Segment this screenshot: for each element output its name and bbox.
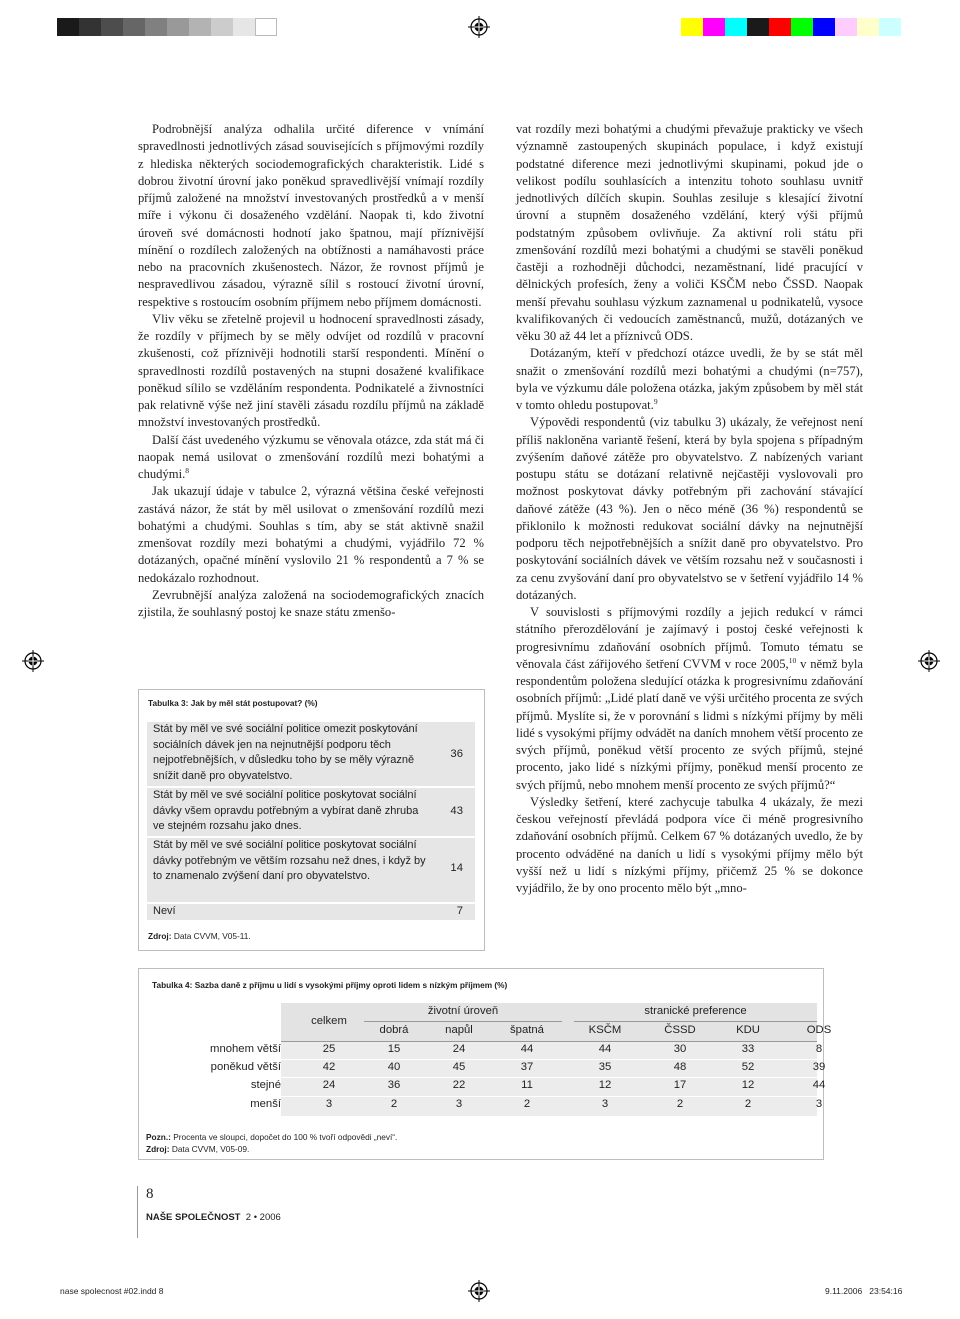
slug-date: 9.11.2006 23:54:16 [825,1286,903,1296]
row-value: 43 [450,805,463,817]
row-value: 36 [450,748,463,760]
footnote-ref: 8 [185,465,189,475]
color-swatch [791,18,813,36]
header-group-living-standard: životní úroveň [427,1005,499,1017]
table-cell: 12 [741,1079,755,1091]
table-cell: 48 [673,1061,687,1073]
color-swatch [769,18,791,36]
table-3-caption: Tabulka 3: Jak by měl stát postupovat? (%) [148,698,318,708]
footnote-ref: 9 [653,396,658,406]
row-label: mnohem větší [210,1043,281,1055]
table-3-source: Zdroj: Data CVVM, V05-11. [148,931,251,941]
table-cell: 3 [815,1098,823,1110]
color-swatch [747,18,769,36]
table-4-caption: Tabulka 4: Sazba daně z příjmu u lidí s vysokými příjmy oproti lidem s nízkým příjmem (%) [152,980,508,990]
table-cell: 45 [452,1061,466,1073]
table-3 [138,689,485,951]
color-swatch [57,18,79,36]
table-cell: 36 [387,1079,401,1091]
table-cell: 44 [812,1079,826,1091]
table-cell: 2 [676,1098,684,1110]
subheader-2: špatná [510,1024,544,1036]
subheader-4: ČSSD [664,1024,696,1036]
row-value: 14 [450,862,463,874]
row-label: Stát by měl ve své sociální politice poskytovat sociální dávky potřebným ve větším rozsahu než dnes, i když by to znamenalo zvýšení daní pro obyvatelstvo. [153,839,426,882]
table-cell: 33 [741,1043,755,1055]
table-cell: 24 [452,1043,466,1055]
paragraph: Podrobnější analýza odhalila určité diference v vnímání spravedlnosti jednotlivých zásad souvisejících s příjmovými rozdíly z hlediska některých sociodemografických charakteristik. Lidé s dobrou životní úrovní jako poněkud spravedlivější vnímají rozdíly příjmů založené na množství investovaných prostředků a v menší míře i výkonu či dosaženého vzdělání. Naopak ti, kdo životní úroveň své domácnosti hodnotí jako špatnou, mají příznivější mínění o rozdílech založených na obtížnosti a namáhavosti práce nebo na pracovních zkušenostech. Názor, že rovnost příjmů je nespravedlivou zásadou, výrazně sílil s rostoucí životní úrovní, respektive s rostoucím osobním příjmem nebo příjmem domácnosti. [138,122,484,309]
subheader-0: dobrá [379,1024,409,1036]
paragraph: Výsledky šetření, které zachycuje tabulka 4 ukázaly, že mezi českou veřejností převládá podpora více či méně progresivního zdaňování osobních příjmů. Celkem 67 % dotázaných uvedlo, že by procento odváděné na daních u lidí s vysokými příjmy mělo být vyšší než u lidí s nízkými příjmy, přičemž 25 % se dokonce vyjádřilo, že by ono procento mělo být „mno- [516,794,863,895]
color-swatch [167,18,189,36]
paragraph: Výpovědi respondentů (viz tabulku 3) ukázaly, že veřejnost není příliš nakloněna variantě řešení, která by byla spojena s případným zvýšením daňové zátěže pro obyvatelstvo. Z nabízených variant postupu státu se dotázaní relativně nejčastěji vyslovovali pro možnost poskytovat dávky potřebným při zachování stávající daňové zátěže (43 %). Jen o něco méně (36 %) respondentů se přiklonilo k možnosti redukovat sociální dávky na nejnutnější podporu těch nejpotřebnějších a snížit daně pro obyvatelstvo. Pro poskytování sociálních dávek ve větším rozsahu než v současnosti i za cenu zvyšování daní pro obyvatelstvo se v šetření vyjádřilo 14 % dotázaných. [516,415,863,602]
left-column [138,121,484,621]
magazine-title: NAŠE SPOLEČNOST 2 • 2006 [146,1212,281,1223]
color-swatch [79,18,101,36]
table-cell: 35 [598,1061,612,1073]
color-swatch [145,18,167,36]
color-swatch [703,18,725,36]
paragraph: Jak ukazují údaje v tabulce 2, výrazná většina české veřejnosti zastává názor, že stát by měl usilovat o zmenšování rozdílů mezi bohatými a chudými. Souhlas s tím, aby se stát aktivně snažil zmenšovat rozdíly mezi bohatými a chudými, vyjádřilo 72 % dotázaných, opačné mínění vyslovilo 21 % respondentů a 7 % se nedokázalo rozhodnout. [138,484,484,585]
subheader-6: ODS [806,1024,832,1036]
paragraph: V souvislosti s příjmovými rozdíly a jejich redukcí v rámci státního přerozdělování je zajímavý i postoj české veřejnosti k progresivnímu zdaňování osobních příjmů. Tomuto tématu se věnovala část zářijového šetření CVVM v roce 2005,10 v němž byla respondentům položena sledující otázka k progresivnímu zdaňování osobních příjmů: „Lidé platí daně ve výši určitého procenta ze svých příjmů. Myslíte si, že v porovnání s lidmi s nízkými příjmy by měli lidé s vysokými příjmy odvádět na daních mnohem větší procento ze svých příjmů, poněkud větší procento ze svých příjmů, stejné procento, jako lidé s nízkými příjmy, poněkud menší procento ze svých příjmů, nebo mnohem menší procento ze svých příjmů?“ [516,605,863,792]
table-cell: 37 [520,1061,534,1073]
table-cell: 30 [673,1043,687,1055]
row-label: Neví [153,905,176,917]
registration-mark-icon [468,16,490,38]
footnote-ref: 10 [788,655,797,665]
grayscale-bar [57,18,277,36]
table-cell: 12 [598,1079,612,1091]
color-bar [681,18,901,36]
color-swatch [879,18,901,36]
table-cell: 42 [322,1061,336,1073]
row-label: Stát by měl ve své sociální politice poskytovat sociální dávky všem opravdu potřebným a vybírat daně zhruba ve stejném rozsahu jako dnes. [153,789,419,832]
color-swatch [835,18,857,36]
row-label: poněkud větší [210,1061,281,1073]
table-cell: 3 [325,1098,333,1110]
table-cell: 39 [812,1061,826,1073]
subheader-3: KSČM [588,1024,622,1036]
color-swatch [189,18,211,36]
table-cell: 2 [390,1098,398,1110]
table-cell: 52 [741,1061,755,1073]
table-cell: 11 [521,1079,533,1091]
color-swatch [211,18,233,36]
table-row [147,722,475,786]
registration-mark-icon [468,1280,490,1302]
color-swatch [813,18,835,36]
table-cell: 15 [387,1043,401,1055]
paragraph: Další část uvedeného výzkumu se věnovala otázce, zda stát má či naopak nemá usilovat o zmenšování rozdílů mezi bohatými a chudými.$^8$ [138,432,484,481]
registration-mark-icon [22,650,44,672]
table-row [147,904,475,920]
color-swatch [233,18,255,36]
table-row [147,838,475,902]
row-label: menší [250,1098,281,1110]
color-swatch [681,18,703,36]
color-swatch [857,18,879,36]
subheader-5: KDU [736,1024,760,1036]
table-cell: 2 [523,1098,531,1110]
page-number: 8 [146,1186,154,1202]
paragraph: vat rozdíly mezi bohatými a chudými převažuje prakticky ve všech významně zastoupených skupinách populace, i když existují podstatné diference mezi jednotlivými skupinami, pokud jde o velikost podílu souhlasících a intenzitu tohoto souhlasu uvnitř jednotlivých dílčích skupin. Souhlas zesiluje s klesající životní úrovní a stupněm dosaženého vzdělání, který výši příjmů podstatným způsobem ovlivňuje. Za aktivní roli státu při zmenšování rozdílů mezi bohatými a chudými se stavěli poněkud častěji a rozhodněji důchodci, nezaměstnaní, lidé pracující v dělnických profesích, ženy a voliči KSČM nebo ČSSD. Naopak menší převahu souhlasu výzkum zaznamenal u podnikatelů, vysoce kvalifikovaných či vedoucích zaměstnanců, mužů, dotázaných ve věku 30 až 44 let a příznivců ODS. [516,122,863,343]
color-swatch [255,18,277,36]
table-cell: 44 [520,1043,534,1055]
color-swatch [123,18,145,36]
table-cell: 3 [601,1098,609,1110]
row-value: 7 [456,905,463,917]
table-cell: 17 [673,1079,687,1091]
row-label: Stát by měl ve své sociální politice omezit poskytování sociálních dávek jen na nejnutnější podporu těch nejpotřebnějších, v důsledku toho by se měly výrazně snížit daně pro obyvatelstvo. [153,723,418,782]
table-4-note: Pozn.: Procenta ve sloupci, dopočet do 100 % tvoří odpovědi „neví“. [146,1132,398,1142]
right-column [516,121,863,897]
table-cell: 24 [322,1079,336,1091]
table-cell: 40 [387,1061,401,1073]
slug-filename: nase spolecnost #02.indd 8 [60,1286,164,1296]
table-cell: 22 [452,1079,466,1091]
table-row [147,788,475,836]
table-cell: 2 [744,1098,752,1110]
subheader-1: napůl [445,1024,473,1036]
header-total: celkem [311,1015,347,1027]
color-swatch [725,18,747,36]
table-4-source: Zdroj: Data CVVM, V05-09. [146,1144,250,1154]
row-label: stejné [250,1079,281,1091]
paragraph: Dotázaným, kteří v předchozí otázce uvedli, že by se stát měl snažit o zmenšování rozdílů mezi bohatými a chudými (n=757), byla ve výzkumu dále položena otázka, jakým způsobem by měl stát v tomto ohledu postupovat.$^9$ [516,346,863,412]
footer-rule [137,1186,138,1238]
paragraph: Vliv věku se zřetelně projevil u hodnocení spravedlnosti zásady, že rozdíly v příjmech by se měly odvíjet od rozdílů v pracovní zkušenosti, což příznivěji hodnotili starší respondenti. Mínění o spravedlnosti rozdílů postavených na stupni dosažené kvalifikace poněkud sílilo se vzděláním respondenta. Podnikatelé a živnostníci pak relativně výše než jiní stavěli zásadu rozdílu příjmů na základě množství investovaných prostředků. [138,311,484,430]
table-cell: 3 [455,1098,463,1110]
table-cell: 44 [598,1043,612,1055]
table-4 [138,968,832,1160]
table-cell: 8 [815,1043,823,1055]
table-cell: 25 [322,1043,336,1055]
registration-mark-icon [918,650,940,672]
header-group-party-preference: stranické preference [644,1005,747,1017]
paragraph: Zevrubnější analýza založená na sociodemografických znacích zjistila, že souhlasný postoj ke snaze státu zmenšo- [138,587,484,619]
color-swatch [101,18,123,36]
